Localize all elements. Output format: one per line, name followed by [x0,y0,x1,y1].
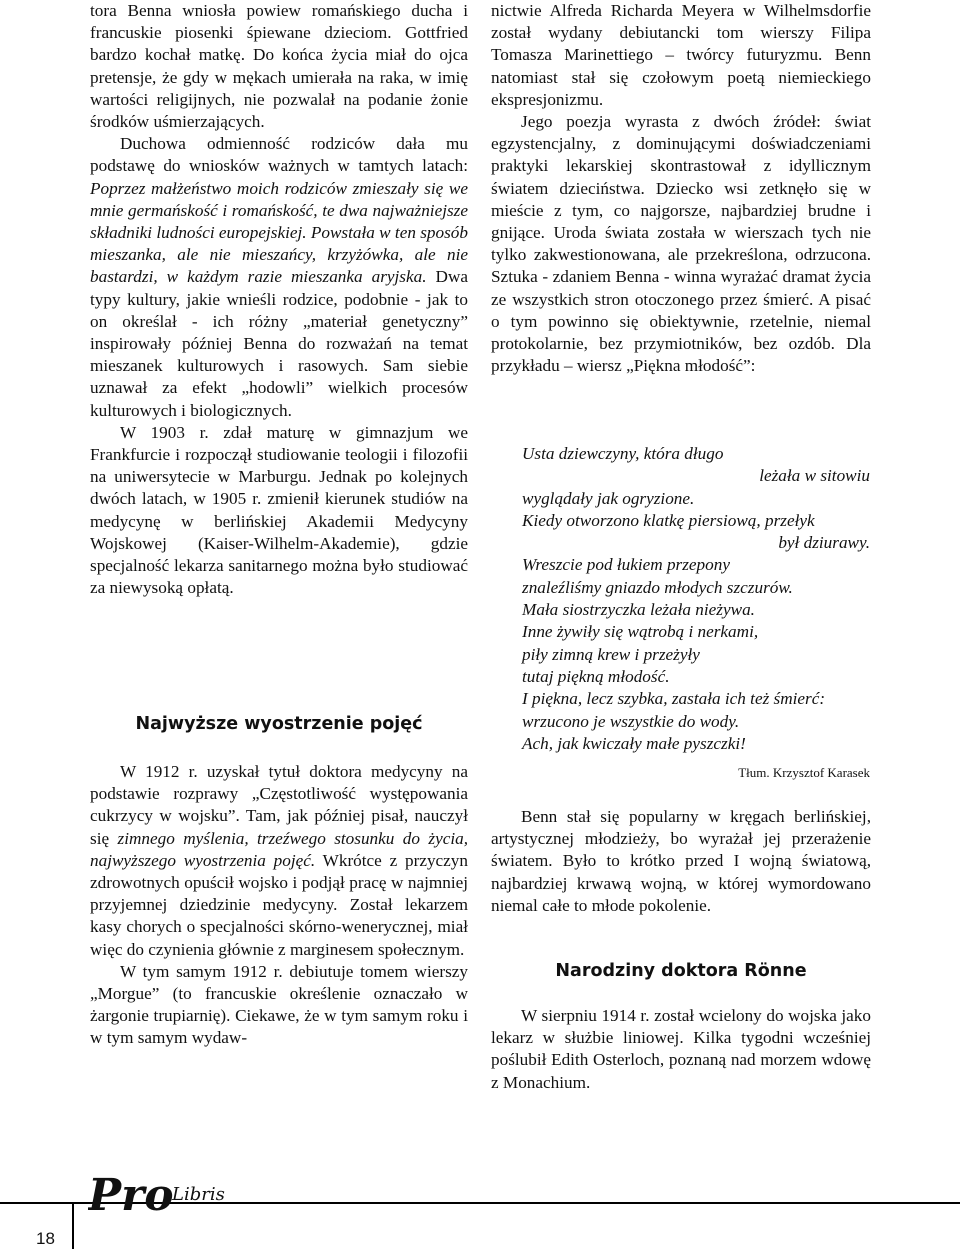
paragraph: W sierpniu 1914 r. został wcielony do wojska jako lekarz w służbie liniowej. Kilka tygodni wcześniej poślubił Edith Osterloch, poznaną nad morzem wdowę z Monachium. [491,1006,871,1092]
poem-line: Inne żywiły się wątrobą i nerkami, [522,622,759,642]
poem-line: I piękna, lecz szybka, zastała ich też śmierć: [522,689,826,709]
section-heading: Najwyższe wyostrzenie pojęć [135,714,423,734]
poem-line: Ach, jak kwiczały małe pyszczki! [522,733,746,753]
footer-divider [72,1202,74,1249]
quote-italic: Poprzez małżeństwo moich rodziców zmieszały się we mnie germańskość i romańskość, te dwa najważniejsze składniki ludności europejskiej. Powstała w ten sposób mieszanka, ale nie mieszańcy, krzyżówka, ale nie bastardzi, w każdym razie mieszanka aryjska. [90,178,468,287]
text-run: Wkrótce z przyczyn zdrowotnych opuścił wojsko i podjął pracę w najmniej przyjemnej dziedzinie medycyny. Został lekarzem kasy chorych o specjalności skórno-wenerycznej, miał więc do czynienia głównie z marginesem społecznym. [90,850,468,959]
text-run: Duchowa odmienność rodziców dała mu podstawę do wniosków ważnych w tamtych latach: [90,134,468,176]
paragraph [90,761,468,961]
right-column-lower [491,806,871,917]
poem-line: znaleźliśmy gniazdo młodych szczurów. [522,577,793,597]
translator-credit: Tłum. Krzysztof Karasek [738,765,870,780]
poem-line: Wreszcie pod łukiem przepony [522,555,730,575]
paragraph: Benn stał się popularny w kręgach berlińskiej, artystycznej młodzieży, bo wyrażał jej przerażenie światem. Było to krótko przed I wojną światową, najbardziej krwawą wojną, w której wymordowano niemal całe to młode pokolenie. [491,807,871,915]
poem-line: był dziurawy. [778,533,870,553]
text-run: Dwa typy kultury, jakie wnieśli rodzice, podobnie - jak to on określał - ich różny „materiał genetyczny” inspirowały później Benna do rozważań na temat mieszanek kulturowych i rasowych. Sam siebie uznawał za efekt „hodowli” wielkich procesów kulturowych i biologicznych. [90,267,468,420]
poem-line: piły zimną krew i przeżyły [522,644,700,664]
poem-line: Usta dziewczyny, która długo [522,444,724,463]
left-column-lower [90,761,468,1050]
right-column [491,0,871,377]
page-number: 18 [36,1229,55,1248]
paragraph: nictwie Alfreda Richarda Meyera w Wilhelmsdorfie został wydany debiutancki tom wierszy Filipa Tomasza Marinettiego – twórcy futuryzmu. Benn natomiast stał się czołowym poetą niemieckiego ekspresjonizmu. [491,1,871,109]
text-run: W 1912 r. uzyskał tytuł doktora medycyny na podstawie rozprawy „Częstotliwość występowania cukrzycy w wojsku”. Tam, jak później pisał, nauczył się [90,762,468,848]
section-heading: Narodziny doktora Rönne [555,961,807,981]
poem-line: tutaj piękną młodość. [522,666,670,686]
paragraph: W 1903 r. zdał maturę w gimnazjum we Frankfurcie i rozpoczął studiowanie teologii i filozofii na uniwersytecie w Marburgu. Jednak po kolejnych dwóch latach, w 1905 r. zmienił kierunek studiów na medycynę w berlińskiej Akademii Medycyny Wojskowej (Kaiser-Wilhelm-Akademie), gdzie specjalność lekarza sanitarnego można było studiować za niewysoką opłatą. [90,422,468,598]
poem-line: wrzucono je wszystkie do wody. [522,711,740,731]
poem-line: Mała siostrzyczka leżała nieżywa. [522,600,755,620]
poem-line: Kiedy otworzono klatkę piersiową, przełyk [522,510,815,530]
svg-text:Libris: Libris [172,1184,225,1205]
poem-line: wyglądały jak ogryzione. [522,488,695,508]
paragraph: W tym samym 1912 r. debiutuje tomem wierszy „Morgue” (to francuskie określenie oznaczało w żargonie trupiarnię). Ciekawe, że w tym samym roku i w tym samym wydaw- [90,961,468,1048]
poem-line: leżała w sitowiu [759,466,870,486]
poem [522,443,870,755]
right-column-end [491,1005,871,1094]
paragraph: tora Benna wniosła powiew romańskiego ducha i francuskie piosenki śpiewane dzieciom. Gottfried bardzo kochał matkę. Do końca życia miał do ojca pretensje, że gdy w mękach umierała na raka, w imię wartości religijnych, nie pozwalał na podanie żonie środków uśmierzających. [90,1,468,132]
quote-italic: zimnego myślenia, trzeźwego stosunku do życia, najwyższego wyostrzenia pojęć. [90,828,468,870]
paragraph: Jego poezja wyrasta z dwóch źródeł: świat egzystencjalny, z dominującymi doświadczeniami praktyki lekarskiej skontrastował z idyllicznym światem dzieciństwa. Dziecko wsi zetknęło się w mieście z tym, co najgorsze, najbardziej brudne i gnijące. Uroda świata została w wierszach tych nie tylko zakwestionowana, ale przekreślona, odrzucona. Sztuka - zdaniem Benna - winna wyrażać dramat życia ze wszystkich stron otoczonego przez śmierć. A pisać o tym powinno się obiektywnie, rzetelnie, niemal protokolarnie, bez przymiotników, bez ozdób. Dla przykładu – wiersz „Piękna młodość”: [491,112,871,376]
paragraph [90,133,468,422]
left-column [90,0,468,1048]
pro-libris-logo [88,1160,248,1220]
svg-text:Pro: Pro [88,1170,174,1220]
